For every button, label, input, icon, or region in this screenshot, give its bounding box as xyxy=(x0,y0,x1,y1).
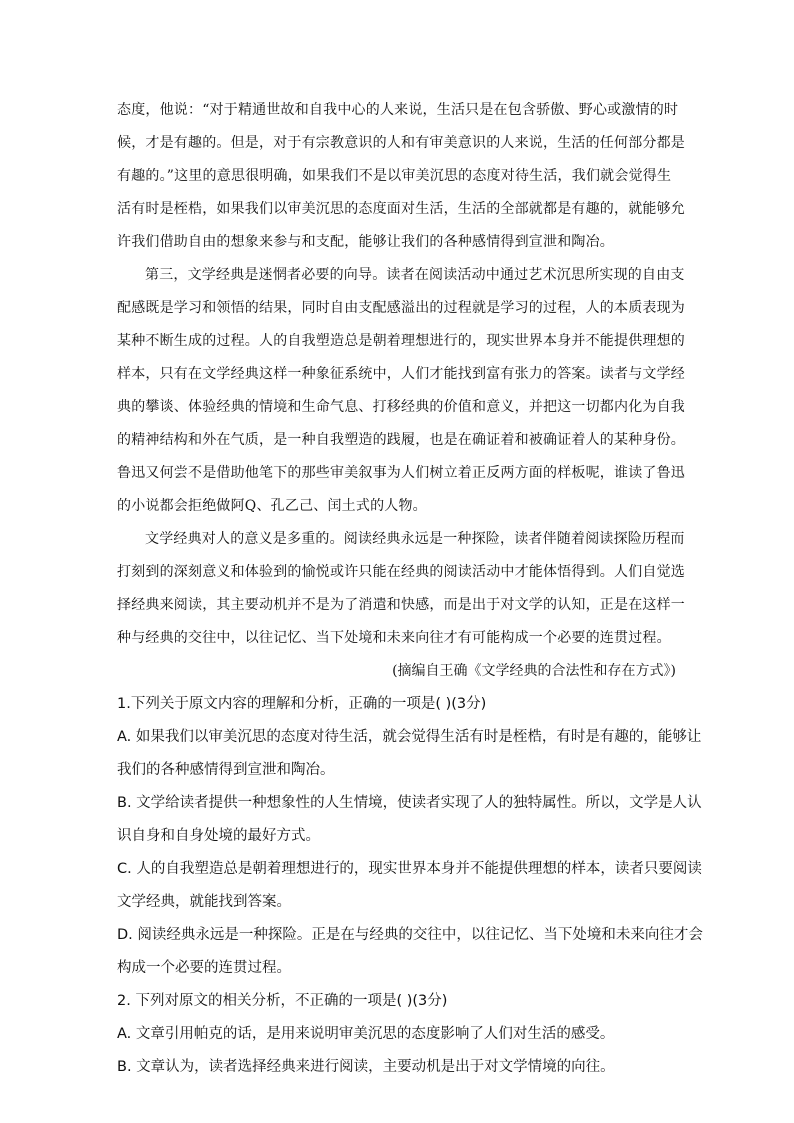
passage-line: 许我们借助自由的想象来参与和支配，能够让我们的各种感情得到宣泄和陶冶。 xyxy=(117,234,614,250)
passage-line: 候，才是有趣的。但是，对于有宗教意识的人和有审美意识的人来说，生活的任何部分都是 xyxy=(117,135,685,151)
question-1-option-c: C. 人的自我塑造总是朝着理想进行的，现实世界本身并不能提供理想的样本，读者只要阅读 xyxy=(117,861,702,877)
passage-line: 的小说都会拒绝做阿Q、孔乙己、闰土式的人物。 xyxy=(117,498,427,514)
passage-line: 配感既是学习和领悟的结果，同时自由支配感溢出的过程就是学习的过程，人的本质表现为 xyxy=(117,300,685,316)
question-1-option-a-cont: 我们的各种感情得到宣泄和陶冶。 xyxy=(117,762,335,778)
question-1-option-a: A. 如果我们以审美沉思的态度对待生活，就会觉得生活有时是桎梏，有时是有趣的，能够让 xyxy=(117,729,702,745)
question-1-stem: 1.下列关于原文内容的理解和分析，正确的一项是( )(3分) xyxy=(117,696,487,712)
passage-line: 打刻到的深刻意义和体验到的愉悦或许只能在经典的阅读活动中才能体悟得到。人们自觉选 xyxy=(117,564,685,580)
question-1-option-d: D. 阅读经典永远是一种探险。正是在与经典的交往中，以往记忆、当下处境和未来向往才会 xyxy=(117,927,703,943)
passage-line: 有趣的。”这里的意思很明确，如果我们不是以审美沉思的态度对待生活，我们就会觉得生 xyxy=(117,168,672,184)
passage-line: 样本，只有在文学经典这样一种象征系统中，人们才能找到富有张力的答案。读者与文学经 xyxy=(117,366,685,382)
passage-line: 种与经典的交往中，以往记忆、当下处境和未来向往才有可能构成一个必要的连贯过程。 xyxy=(117,630,671,646)
question-1-option-b-cont: 识自身和自身处境的最好方式。 xyxy=(117,828,320,844)
passage-line: 活有时是桎梏，如果我们以审美沉思的态度面对生活，生活的全部就都是有趣的，就能够允 xyxy=(117,201,685,217)
passage-line: 某种不断生成的过程。人的自我塑造总是朝着理想进行的，现实世界本身并不能提供理想的 xyxy=(117,333,685,349)
passage-line: 典的攀谈、体验经典的情境和生命气息、打移经典的价值和意义，并把这一切都内化为自我 xyxy=(117,399,685,415)
question-2-option-a: A. 文章引用帕克的话，是用来说明审美沉思的态度影响了人们对生活的感受。 xyxy=(117,1026,615,1042)
passage-line: 择经典来阅读，其主要动机并不是为了消遣和快感，而是出于对文学的认知，正是在这样一 xyxy=(117,597,685,613)
passage-line: 的精神结构和外在气质，是一种自我塑造的践履，也是在确证着和被确证着人的某种身份。 xyxy=(117,432,685,448)
question-1-option-c-cont: 文学经典，就能找到答案。 xyxy=(117,894,291,910)
question-2-stem: 2. 下列对原文的相关分析，不正确的一项是( )(3分) xyxy=(117,993,448,1009)
passage-line: 态度，他说：“对于精通世故和自我中心的人来说，生活只是在包含骄傲、野心或激情的时 xyxy=(117,102,679,118)
question-2-option-b: B. 文章认为，读者选择经典来进行阅读，主要动机是出于对文学情境的向往。 xyxy=(117,1059,615,1075)
passage-line: 文学经典对人的意义是多重的。阅读经典永远是一种探险，读者伴随着阅读探险历程而 xyxy=(145,531,685,547)
question-1-option-d-cont: 构成一个必要的连贯过程。 xyxy=(117,960,291,976)
passage-line: 第三，文学经典是迷惘者必要的向导。读者在阅读活动中通过艺术沉思所实现的自由支 xyxy=(145,267,685,283)
question-1-option-b: B. 文学给读者提供一种想象性的人生情境，使读者实现了人的独特属性。所以，文学是人认 xyxy=(117,795,702,811)
passage-line: 鲁迅又何尝不是借助他笔下的那些审美叙事为人们树立着正反两方面的样板呢，谁读了鲁迅 xyxy=(117,465,685,481)
passage-source: (摘编自王确《文学经典的合法性和存在方式》) xyxy=(392,663,676,679)
